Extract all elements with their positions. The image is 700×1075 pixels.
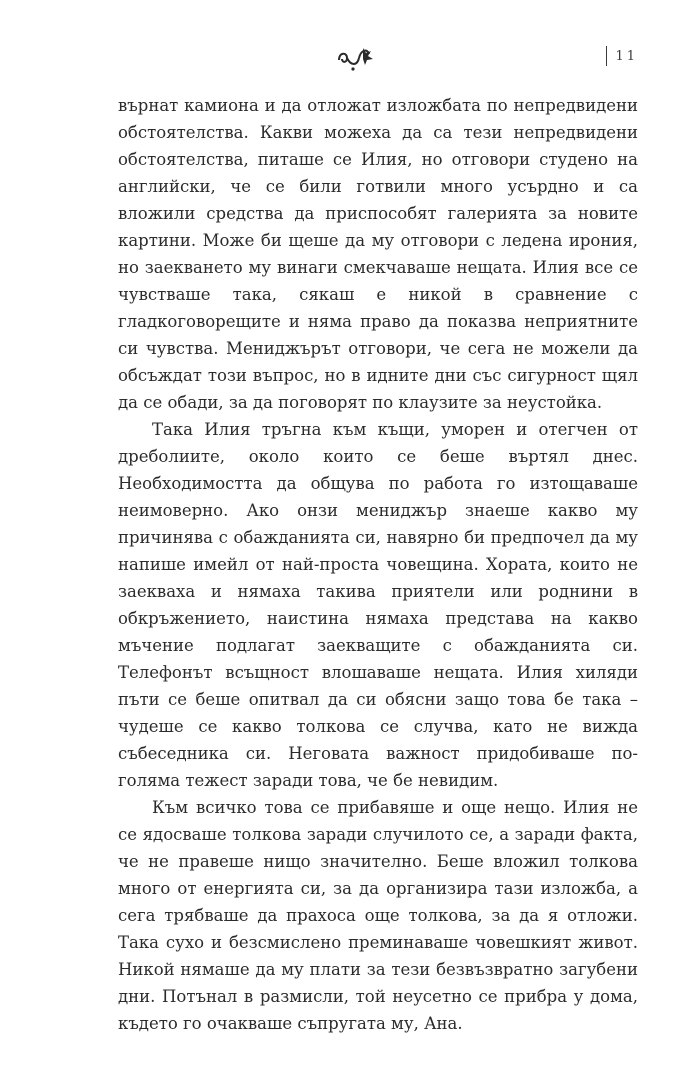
paragraph-1: върнат камиона и да отложат изложбата по непредвидени обстоятелства. Какви можеха да са тези непредвидени обстоятелства, питаше се Илия, но отговори студено на английски, че се били готвили много усърдно и са вложили средства да приспособят галерията за новите картини. Може би щеше да му отговори с ледена ирония, но заекването му винаги смекчаваше нещата. Илия все се чувстваше така, сякаш е никой в сравнение с гладкоговорещите и няма право да показва неприятните си чувства. Мениджърът отговори, че сега не можели да обсъждат този въпрос, но в идните дни със сигурност щял да се обади, за да поговорят по клаузите за неустойка. (118, 96, 638, 412)
folio-divider (606, 46, 607, 66)
page-number-text: 11 (615, 48, 638, 64)
body-text (118, 92, 638, 1037)
page-number (606, 46, 638, 66)
paragraph-2: Така Илия тръгна към къщи, уморен и отегчен от дреболиите, около които се беше въртял днес. Необходимостта да общува по работа го изтощаваше неимоверно. Ако онзи мениджър знаеше какво му причинява с обажданията си, навярно би предпочел да му напише имейл от най-проста човещина. Хората, които не заекваха и нямаха такива приятели или роднини в обкръжението, наистина нямаха представа на какво мъчение подлагат заекващите с обажданията си. Телефонът всъщност влошаваше нещата. Илия хиляди пъти се беше опитвал да си обясни защо това бе така – чудеше се какво толкова се случва, като не вижда събеседника си. Неговата важност придобиваше по-голяма тежест заради това, че бе невидим. (118, 420, 638, 790)
floral-ornament-icon (335, 44, 377, 74)
paragraph-3: Към всичко това се прибавяше и още нещо. Илия не се ядосваше толкова заради случилото се, а заради факта, че не правеше нищо значително. Беше вложил толкова много от енергията си, за да организира тази изложба, а сега трябваше да прахоса още толкова, за да я отложи. Така сухо и безсмислено преминаваше човешкият живот. Никой нямаше да му плати за тези безвъзвратно загубени дни. Потънал в размисли, той неусетно се прибра у дома, където го очакваше съпругата му, Ана. (118, 798, 638, 1033)
